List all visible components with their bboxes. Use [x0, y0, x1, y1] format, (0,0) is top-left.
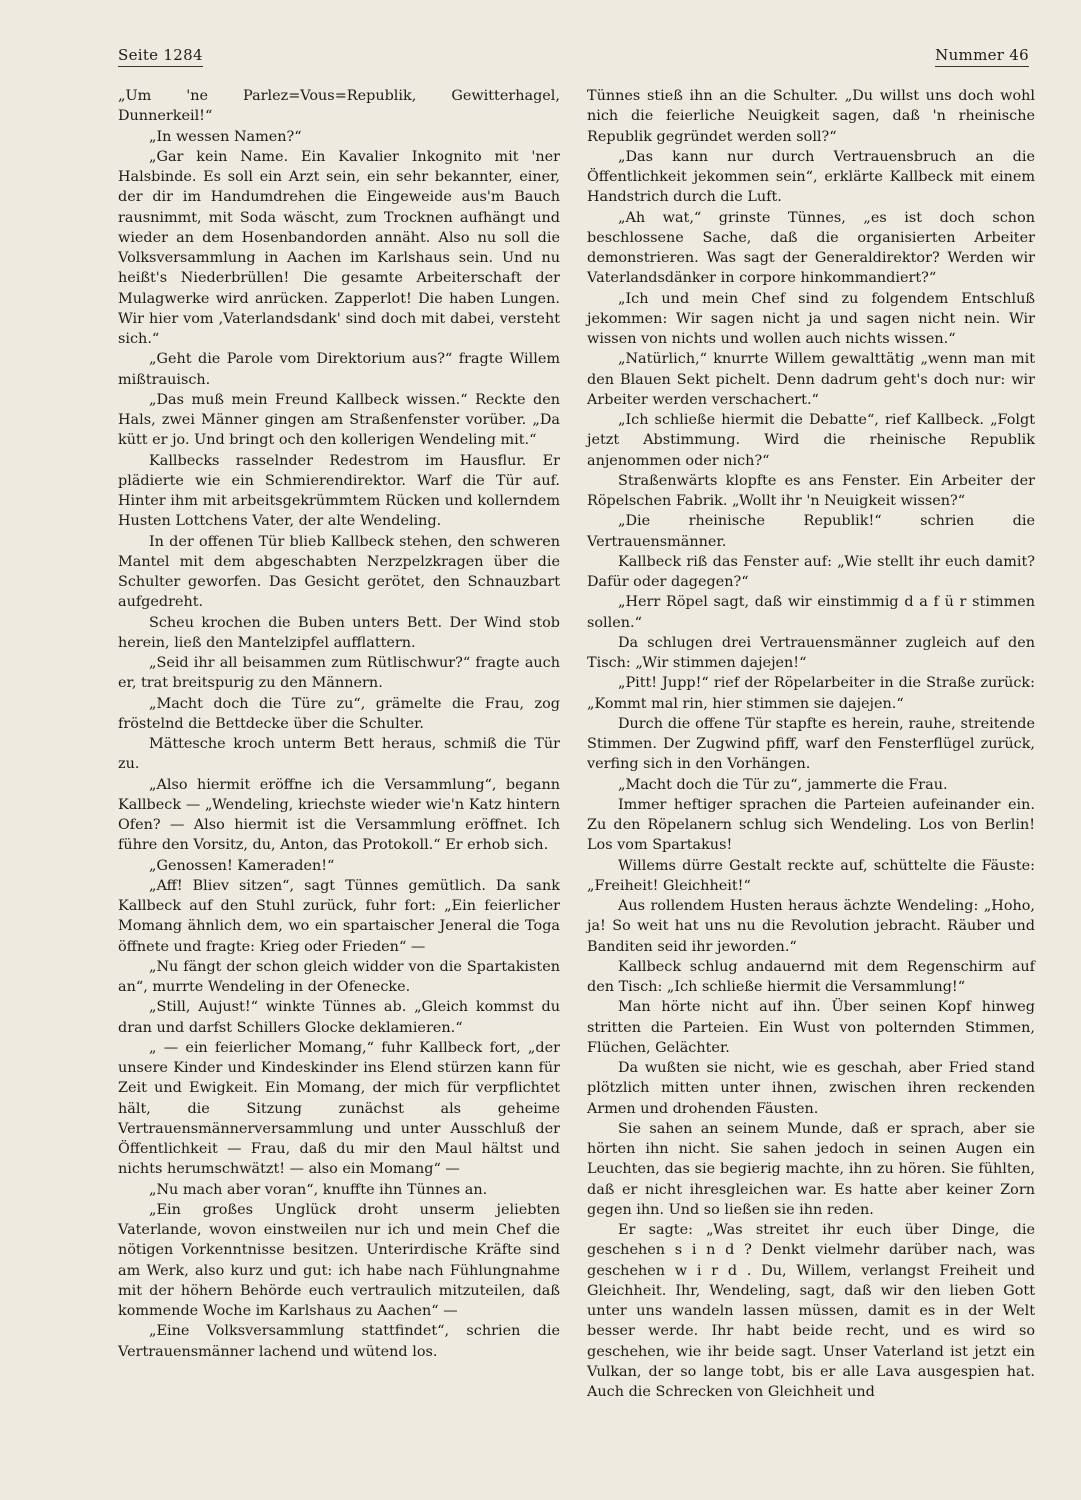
paragraph: „Herr Röpel sagt, daß wir einstimmig d a f ü r stimmen sollen.“ [587, 594, 1035, 631]
paragraph: Straßenwärts klopfte es ans Fenster. Ein Arbeiter der Röpelschen Fabrik. „Wollt ihr 'n Neuigkeit wissen?“ [587, 472, 1035, 509]
paragraph: „Pitt! Jupp!“ rief der Röpelarbeiter in die Straße zurück: „Kommt mal rin, hier stimmen sie dajejen.“ [587, 675, 1035, 712]
paragraph: „Nu fängt der schon gleich widder von die Spartakisten an“, murrte Wendeling in der Ofenecke. [118, 958, 560, 995]
paragraph: „Geht die Parole vom Direktorium aus?“ fragte Willem mißtrauisch. [118, 351, 560, 388]
left-text-column [118, 86, 560, 1362]
paragraph: Da wußten sie nicht, wie es geschah, aber Fried stand plötzlich mitten unter ihnen, zwischen ihren reckenden Armen und drohenden Fäusten. [587, 1060, 1035, 1117]
paragraph: „Genossen! Kameraden!“ [149, 857, 335, 874]
paragraph: „Ein großes Unglück droht unserm jeliebten Vaterlande, wovon einstweilen nur ich und mein Chef die nötigen Vorkenntnisse besitzen. Unterirdische Kräfte sind am Werk, also kurz und gut: ich habe nach Fühlungnahme mit der höhern Behörde euch vertraulich mitzuteilen, daß kommende Woche im Karlshaus zu Aachen“ — [118, 1201, 560, 1319]
paragraph: Willems dürre Gestalt reckte auf, schüttelte die Fäuste: „Freiheit! Gleichheit!“ [587, 857, 1035, 894]
paragraph: „Nu mach aber voran“, knuffte ihn Tünnes an. [149, 1181, 488, 1198]
paragraph: „Ich und mein Chef sind zu folgendem Entschluß jekommen: Wir sagen nicht ja und sagen nicht nein. Wir wissen von nichts und wollen auch nichts wissen.“ [587, 290, 1035, 347]
page-number: Seite 1284 [118, 46, 203, 67]
paragraph: „ — ein feierlicher Momang,“ fuhr Kallbeck fort, „der unsere Kinder und Kindeskinder ins Elend stürzen kann für Zeit und Ewigkeit. Ein Momang, der mich für verpflichtet hält, die Sitzung zunächst als geheime Vertrauensmännerversammlung und unter Ausschluß der Öffentlichkeit — Frau, daß du mir den Maul hältst und nichts herumschwätzt! — also ein Momang“ — [118, 1039, 560, 1178]
paragraph: „Gar kein Name. Ein Kavalier Inkognito mit 'ner Halsbinde. Es soll ein Arzt sein, ein sehr bekannter, einer, der dir im Handumdrehen die Eingeweide aus'm Bauch rausnimmt, mit Soda wäscht, zum Trocknen aufhängt und wieder an dem Hosenbandorden annäht. Also nu soll die Volksversammlung in Aachen im Karlshaus sein. Und nu heißt's Niederbrüllen! Die gesamte Arbeiterschaft der Mulagwerke wird anrücken. Zapperlot! Die haben Lungen. Wir hier vom ‚Vaterlandsdank' sind doch mit dabei, versteht sich.“ [118, 148, 560, 347]
paragraph: „Eine Volksversammlung stattfindet“, schrien die Vertrauensmänner lachend und wütend los. [118, 1323, 560, 1360]
paragraph: Sie sahen an seinem Munde, daß er sprach, aber sie hörten ihn nicht. Sie sahen jedoch in seinen Augen ein Leuchten, das sie begierig machte, ihn zu hören. Sie fühlten, daß er nicht ihresgleichen war. Es hatte aber keiner Zorn gegen ihn. Und so ließen sie ihn reden. [587, 1120, 1035, 1218]
paragraph: „Also hiermit eröffne ich die Versammlung“, begann Kallbeck — „Wendeling, kriechste wieder wie'n Katz hintern Ofen? — Also hiermit ist die Versammlung eröffnet. Ich führe den Vorsitz, du, Anton, das Protokoll.“ Er erhob sich. [118, 776, 560, 854]
paragraph: „Macht doch die Tür zu“, jammerte die Frau. [618, 776, 948, 793]
paragraph: Durch die offene Tür stapfte es herein, rauhe, streitende Stimmen. Der Zugwind pfiff, warf den Fensterflügel zurück, verfing sich in den Vorhängen. [587, 715, 1035, 773]
issue-number: Nummer 46 [935, 46, 1029, 67]
paragraph: Tünnes stieß ihn an die Schulter. „Du willst uns doch wohl nich die feierliche Neuigkeit sagen, daß 'n rheinische Republik gegründet werden soll?“ [587, 88, 1035, 145]
paragraph: „Still, Aujust!“ winkte Tünnes ab. „Gleich kommst du dran und darfst Schillers Glocke deklamieren.“ [118, 999, 560, 1036]
paragraph: „Aff! Bliev sitzen“, sagt Tünnes gemütlich. Da sank Kallbeck auf den Stuhl zurück, fuhr fort: „Ein feierlicher Momang ähnlich dem, wo ein spartaischer Jeneral die Toga öffnete und fragte: Krieg oder Frieden“ — [118, 877, 560, 955]
paragraph: Da schlugen drei Vertrauensmänner zugleich auf den Tisch: „Wir stimmen dajejen!“ [587, 634, 1035, 671]
paragraph: Kallbecks rasselnder Redestrom im Hausflur. Er plädierte wie ein Schmierendirektor. Warf die Tür auf. Hinter ihm mit arbeitsgekrümmtem Rücken und kollerndem Husten Lottchens Vater, der alte Wendeling. [118, 452, 560, 530]
paragraph: „Die rheinische Republik!“ schrien die Vertrauensmänner. [587, 513, 1035, 550]
paragraph: Kallbeck riß das Fenster auf: „Wie stellt ihr euch damit? Dafür oder dagegen?“ [587, 553, 1035, 590]
paragraph: „Das kann nur durch Vertrauensbruch an die Öffentlichkeit jekommen sein“, erklärte Kallbeck mit einem Handstrich durch die Luft. [587, 148, 1035, 206]
paragraph: In der offenen Tür blieb Kallbeck stehen, den schweren Mantel mit dem abgeschabten Nerzpelzkragen über die Schulter geworfen. Das Gesicht gerötet, den Schnauzbart aufgedreht. [118, 533, 560, 611]
paragraph: „Ah wat,“ grinste Tünnes, „es ist doch schon beschlossene Sache, daß die organisierten Arbeiter demonstrieren. Was sagt der Generaldirektor? Werden wir Vaterlandsdänker in corpore hinkommandiert?“ [587, 209, 1035, 287]
paragraph: „Natürlich,“ knurrte Willem gewalttätig „wenn man mit den Blauen Sekt pichelt. Denn dadrum geht's doch nur: wir Arbeiter werden verschachert.“ [587, 351, 1035, 408]
paragraph: Scheu krochen die Buben unters Bett. Der Wind stob herein, ließ den Mantelzipfel aufflattern. [118, 614, 560, 651]
paragraph: Man hörte nicht auf ihn. Über seinen Kopf hinweg stritten die Parteien. Ein Wust von polternden Stimmen, Flüchen, Gelächter. [587, 999, 1035, 1056]
paragraph: Aus rollendem Husten heraus ächzte Wendeling: „Hoho, ja! So weit hat uns nu die Revolution jebracht. Räuber und Banditen seid ihr jeworden.“ [587, 898, 1035, 955]
right-text-column [587, 86, 1035, 1402]
paragraph: „Macht doch die Türe zu“, grämelte die Frau, zog fröstelnd die Bettdecke über die Schulter. [118, 695, 560, 732]
paragraph: Er sagte: „Was streitet ihr euch über Dinge, die geschehen s i n d ? Denkt vielmehr darüber nach, was geschehen w i r d . Du, Willem, verlangst Freiheit und Gleichheit. Ihr, Wendeling, sagt, daß wir den lieben Gott unter uns wandeln lassen müssen, damit es in der Welt besser werde. Ihr habt beide recht, und es wird so geschehen, wie ihr beide sagt. Unser Vaterland ist jetzt ein Vulkan, der so lange tobt, bis er alle Lava ausgespien hat. Auch die Schrecken von Gleichheit und [587, 1222, 1035, 1400]
paragraph: „Um 'ne Parlez=Vous=Republik, Gewitterhagel, Dunnerkeil!“ [118, 88, 560, 125]
page-header [118, 46, 1029, 72]
paragraph: Immer heftiger sprachen die Parteien aufeinander ein. Zu den Röpelanern schlug sich Wendeling. Los von Berlin! Los vom Spartakus! [587, 796, 1035, 854]
paragraph: „In wessen Namen?“ [149, 128, 302, 145]
paragraph: „Ich schließe hiermit die Debatte“, rief Kallbeck. „Folgt jetzt Abstimmung. Wird die rheinische Republik anjenommen oder nich?“ [587, 412, 1035, 469]
paragraph: Kallbeck schlug andauernd mit dem Regenschirm auf den Tisch: „Ich schließe hiermit die Versammlung!“ [587, 958, 1035, 995]
paragraph: „Seid ihr all beisammen zum Rütlischwur?“ fragte auch er, trat breitspurig zu den Männern. [118, 655, 560, 692]
paragraph: Mättesche kroch unterm Bett heraus, schmiß die Tür zu. [118, 736, 560, 773]
paragraph: „Das muß mein Freund Kallbeck wissen.“ Reckte den Hals, zwei Männer gingen am Straßenfenster vorüber. „Da kütt er jo. Und bringt och den kollerigen Wendeling mit.“ [118, 391, 560, 449]
